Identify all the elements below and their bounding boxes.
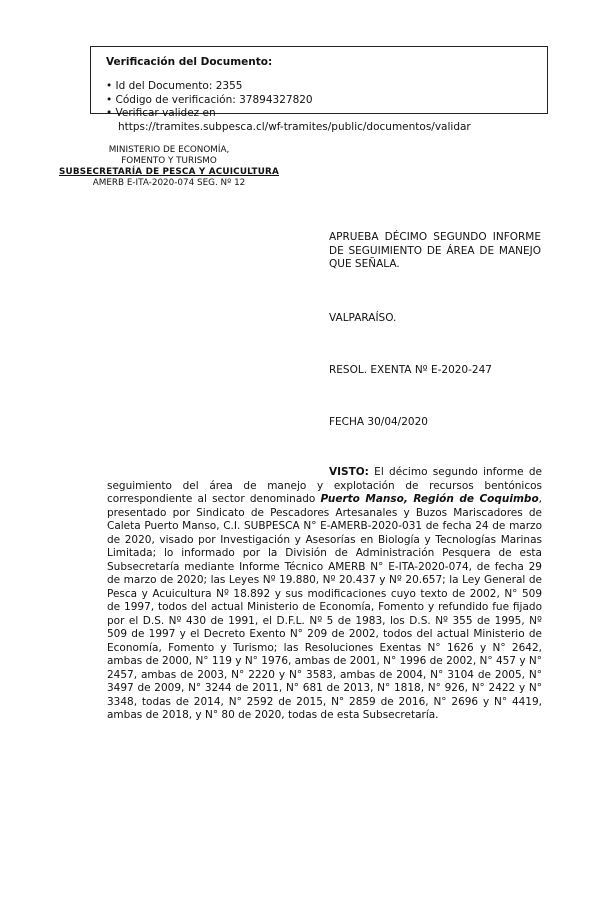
- subsecretaria-name: SUBSECRETARÍA DE PESCA Y ACUICULTURA: [58, 167, 280, 177]
- verification-title: Verificación del Documento:: [106, 56, 273, 68]
- resolution-date: FECHA 30/04/2020: [329, 416, 428, 428]
- verification-item-id: • Id del Documento: 2355: [106, 80, 243, 92]
- verification-item-validate: • Verificar validez en: [106, 107, 216, 119]
- document-reference: AMERB E-ITA-2020-074 SEG. Nº 12: [92, 178, 246, 188]
- resolution-title: APRUEBA DÉCIMO SEGUNDO INFORME DE SEGUIMIENTO DE ÁREA DE MANEJO QUE SEÑALA.: [329, 231, 541, 270]
- verification-list: [106, 80, 526, 121]
- ministry-header: [58, 145, 280, 189]
- city: VALPARAÍSO.: [329, 312, 397, 324]
- verification-url-link[interactable]: https://tramites.subpesca.cl/wf-tramites/public/documentos/validar: [118, 121, 471, 133]
- visto-paragraph: [107, 466, 542, 723]
- visto-place: Puerto Manso, Región de Coquimbo: [320, 493, 539, 505]
- visto-text-1: El décimo segundo informe de seguimiento del área de manejo y explotación de recursos bentónicos correspondiente al sector denominado: [107, 466, 542, 505]
- ministry-line-2: FOMENTO Y TURISMO: [121, 156, 217, 166]
- ministry-line-1: MINISTERIO DE ECONOMÍA,: [108, 145, 230, 155]
- visto-text-2: , presentado por Sindicato de Pescadores Artesanales y Buzos Mariscadores de Caleta Puerto Manso, C.I. SUBPESCA N° E-AMERB-2020-031 de fecha 24 de marzo de 2020, visado por Investigación y Asesorías en Biología y Tecnologías Marinas Limitada; lo informado por la División de Administración Pesquera de esta Subsecretaría mediante Informe Técnico AMERB N° E-ITA-2020-074, de fecha 29 de marzo de 2020; las Leyes Nº 19.880, Nº 20.437 y Nº 20.657; la Ley General de Pesca y Acuicultura Nº 18.892 y sus modificaciones cuyo texto de 2002, N° 509 de 1997, todos del actual Ministerio de Economía, Fomento y refundido fue fijado por el D.S. Nº 430 de 1991, el D.F.L. Nº 5 de 1983, los D.S. Nº 355 de 1995, Nº 509 de 1997 y el Decreto Exento N° 209 de 2002, todos del actual Ministerio de Economía, Fomento y Turismo; las Resoluciones Exentas N° 1626 y N° 2642, ambas de 2000, N° 119 y N° 1976, ambas de 2001, N° 1996 de 2002, N° 457 y N° 2457, ambas de 2003, N° 2220 y N° 3583, ambas de 2004, N° 3104 de 2005, N° 3497 de 2009, N° 3244 de 2011, N° 681 de 2013, N° 1818, N° 926, N° 2422 y N° 3348, todas de 2014, N° 2592 de 2015, N° 2859 de 2016, N° 2696 y N° 4419, ambas de 2018, y N° 80 de 2020, todas de esta Subsecretaría.: [107, 493, 542, 721]
- resolution-number: RESOL. EXENTA Nº E-2020-247: [329, 364, 492, 376]
- visto-label: VISTO:: [329, 466, 369, 478]
- verification-item-code: • Código de verificación: 37894327820: [106, 93, 313, 106]
